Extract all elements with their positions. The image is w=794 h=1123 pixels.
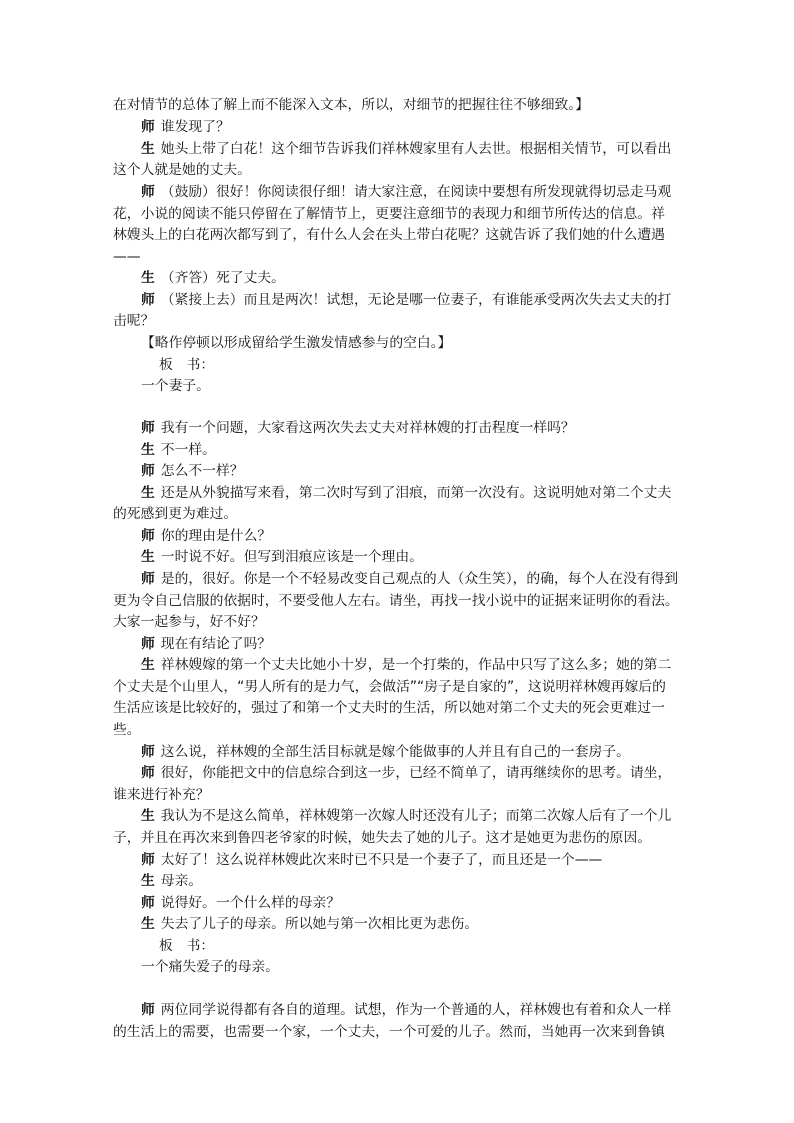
board-content: 一个妻子。 <box>141 378 210 394</box>
speaker-label: 生 <box>141 141 155 157</box>
speaker-label: 师 <box>141 184 155 200</box>
dialogue-line: 师 现在有结论了吗？ <box>141 636 272 652</box>
speaker-label: 师 <box>141 765 155 781</box>
text-line: 击呢？ <box>113 313 155 329</box>
text-line: 的死感到更为难过。 <box>113 506 238 522</box>
speaker-label: 师 <box>141 852 155 868</box>
speaker-label: 师 <box>141 636 155 652</box>
text-line: 花，小说的阅读不能只停留在了解情节上，更要注意细节的表现力和细节所传达的信息。祥 <box>113 206 665 222</box>
text-line: —— <box>113 249 141 265</box>
dialogue-line: 师 太好了！这么说祥林嫂此次来时已不只是一个妻子了，而且还是一个—— <box>141 852 603 868</box>
dialogue-line: 师 谁发现了？ <box>141 119 230 135</box>
board-heading: 板 书： <box>159 938 215 954</box>
text-line: 更为令自己信服的依据时，不要受他人左右。请坐，再找一找小说中的证据来证明你的看法。 <box>113 593 679 609</box>
speaker-label: 师 <box>141 744 155 760</box>
speaker-label: 生 <box>141 442 155 458</box>
dialogue-line: 生 还是从外貌描写来看，第二次时写到了泪痕，而第一次没有。这说明她对第二个丈夫 <box>141 485 672 501</box>
text-line: 些。 <box>113 722 141 738</box>
dialogue-line: 师 （紧接上去）而且是两次！试想，无论是哪一位妻子，有谁能承受两次失去丈夫的打 <box>141 292 672 308</box>
text-line: 子，并且在再次来到鲁四老爷家的时候，她失去了她的儿子。这才是她更为悲伤的原因。 <box>113 830 652 846</box>
dialogue-line: 师 是的，很好。你是一个不轻易改变自己观点的人（众生笑），的确，每个人在没有得到 <box>141 571 679 587</box>
speaker-label: 生 <box>141 270 155 286</box>
dialogue-line: 生 （齐答）死了丈夫。 <box>141 270 285 286</box>
speaker-label: 生 <box>141 485 155 501</box>
speaker-label: 师 <box>141 528 155 544</box>
text-line: 谁来进行补充？ <box>113 787 210 803</box>
dialogue-line: 师 我有一个问题，大家看这两次失去丈夫对祥林嫂的打击程度一样吗？ <box>141 420 575 436</box>
speaker-label: 师 <box>141 1002 155 1018</box>
speaker-label: 生 <box>141 808 155 824</box>
text-line: 林嫂头上的白花两次都写到了，有什么人会在头上带白花呢？这就告诉了我们她的什么遭遇 <box>113 227 665 243</box>
dialogue-line: 师 你的理由是什么？ <box>141 528 272 544</box>
speaker-label: 生 <box>141 916 155 932</box>
text-line: 个丈夫是个山里人，“男人所有的是力气，会做活”“房子是自家的”，这说明祥林嫂再嫁后的 <box>113 679 666 695</box>
board-content: 一个痛失爱子的母亲。 <box>141 959 279 975</box>
speaker-label: 生 <box>141 657 155 673</box>
text-line: 的生活上的需要，也需要一个家，一个丈夫，一个可爱的儿子。然而，当她再一次来到鲁镇 <box>113 1024 665 1040</box>
text-line: 在对情节的总体了解上而不能深入文本，所以，对细节的把握往往不够细致。】 <box>113 97 589 113</box>
speaker-label: 师 <box>141 292 155 308</box>
speaker-label: 师 <box>141 571 155 587</box>
dialogue-line: 师 （鼓励）很好！你阅读很仔细！请大家注意，在阅读中要想有所发现就得切忌走马观 <box>141 184 672 200</box>
speaker-label: 生 <box>141 873 155 889</box>
dialogue-line: 生 失去了儿子的母亲。所以她与第一次相比更为悲伤。 <box>141 916 479 932</box>
dialogue-line: 生 不一样。 <box>141 442 216 458</box>
speaker-label: 生 <box>141 549 155 565</box>
dialogue-line: 生 我认为不是这么简单，祥林嫂第一次嫁人时还没有儿子；而第二次嫁人后有了一个儿 <box>141 808 672 824</box>
dialogue-line: 生 祥林嫂嫁的第一个丈夫比她小十岁，是一个打柴的，作品中只写了这么多；她的第二 <box>141 657 672 673</box>
speaker-label: 师 <box>141 420 155 436</box>
dialogue-line: 师 说得好。一个什么样的母亲？ <box>141 895 341 911</box>
text-line: 生活应该是比较好的，强过了和第一个丈夫时的生活，所以她对第二个丈夫的死会更难过一 <box>113 700 665 716</box>
board-heading: 板 书： <box>159 357 215 373</box>
text-line: 大家一起参与，好不好？ <box>113 614 265 630</box>
speaker-label: 师 <box>141 119 155 135</box>
dialogue-line: 师 怎么不一样？ <box>141 463 244 479</box>
dialogue-line: 生 一时说不好。但写到泪痕应该是一个理由。 <box>141 549 423 565</box>
speaker-label: 师 <box>141 463 155 479</box>
dialogue-line: 生 她头上带了白花！这个细节告诉我们祥林嫂家里有人去世。根据相关情节，可以看出 <box>141 141 672 157</box>
dialogue-line: 师 两位同学说得都有各自的道理。试想，作为一个普通的人，祥林嫂也有着和众人一样 <box>141 1002 672 1018</box>
annotation-line: 【略作停顿以形成留给学生激发情感参与的空白。】 <box>141 335 452 351</box>
dialogue-line: 师 这么说，祥林嫂的全部生活目标就是嫁个能做事的人并且有自己的一套房子。 <box>141 744 630 760</box>
speaker-label: 师 <box>141 895 155 911</box>
dialogue-line: 师 很好，你能把文中的信息综合到这一步，已经不简单了，请再继续你的思考。请坐， <box>141 765 672 781</box>
dialogue-line: 生 母亲。 <box>141 873 203 889</box>
text-line: 这个人就是她的丈夫。 <box>113 162 251 178</box>
